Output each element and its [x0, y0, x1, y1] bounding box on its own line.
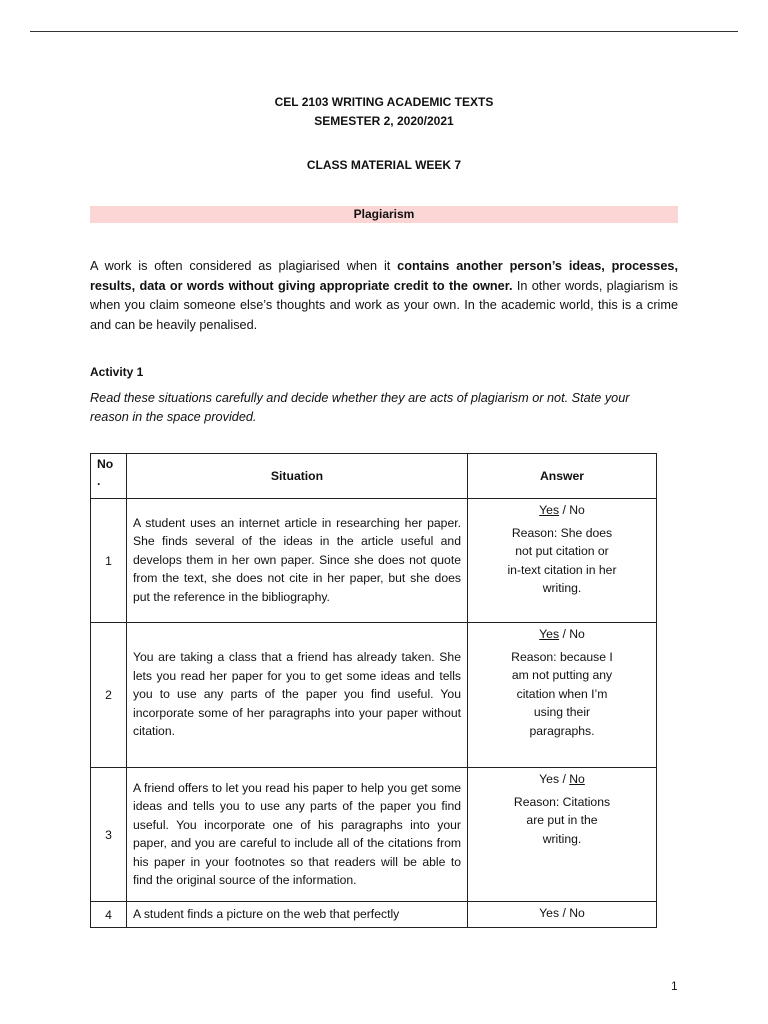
activity-instructions: Read these situations carefully and decide whether they are acts of plagiarism or not. State your reason in the space provided.	[90, 391, 630, 424]
answer-no[interactable]: No	[569, 503, 585, 517]
answer-yes[interactable]: Yes	[539, 503, 560, 517]
table-row	[91, 768, 657, 902]
answer-cell	[468, 768, 657, 902]
table-row	[91, 623, 657, 768]
table-row	[91, 902, 657, 928]
intro-paragraph	[90, 257, 678, 335]
answer-no[interactable]: No	[569, 772, 585, 786]
header-no: No .	[91, 454, 127, 499]
class-material-title: CLASS MATERIAL WEEK 7	[306, 158, 462, 172]
answer-cell	[468, 623, 657, 768]
row-number: 2	[91, 623, 127, 768]
situation-text: A friend offers to let you read his paper to help you get some ideas and tells you to use any parts of the paper you find useful. You incorporate one of his paragraphs into your paper, and you are careful to include all of the citations from his paper in your footnotes so that readers will be able to find the original source of the information.	[127, 768, 468, 902]
row-number: 3	[91, 768, 127, 902]
yes-no-choice: Yes / No	[539, 772, 585, 786]
answer-no[interactable]: No	[569, 906, 585, 920]
course-title: CEL 2103 WRITING ACADEMIC TEXTS	[274, 95, 494, 109]
answer-cell	[468, 902, 657, 928]
yes-no-choice: Yes / No	[539, 906, 585, 920]
topic-banner: Plagiarism	[90, 206, 678, 223]
top-rule	[30, 31, 738, 32]
header-answer: Answer	[468, 454, 657, 499]
answer-yes[interactable]: Yes	[539, 906, 560, 920]
yes-no-choice: Yes / No	[539, 503, 585, 517]
answer-no[interactable]: No	[569, 627, 585, 641]
situation-text: A student finds a picture on the web that perfectly	[127, 902, 468, 928]
situation-text: A student uses an internet article in researching her paper. She finds several of the ideas in the article useful and develops them in her own paper. Since she does not quote from the text, she does not cite in her paper, but she does put the reference in the bibliography.	[127, 499, 468, 623]
answer-reason: Reason: She does not put citation or in-text citation in her writing.	[507, 525, 617, 595]
answer-reason: Reason: Citations are put in the writing.	[513, 794, 611, 846]
page-number: 1	[671, 979, 678, 993]
table-header-row	[91, 454, 657, 499]
intro-bold-text: contains another person’s ideas, processes, results, data or words without giving appropriate credit to the owner.	[90, 259, 678, 293]
intro-text-1: A work is often considered as plagiarised when it	[90, 259, 398, 273]
answer-reason: Reason: because I am not putting any citation when I’m using their paragraphs.	[511, 649, 613, 738]
header-situation: Situation	[127, 454, 468, 499]
answer-yes[interactable]: Yes	[539, 627, 560, 641]
semester-title: SEMESTER 2, 2020/2021	[314, 114, 454, 128]
table-row	[91, 499, 657, 623]
situations-table	[90, 453, 657, 928]
row-number: 4	[91, 902, 127, 928]
answer-yes[interactable]: Yes	[539, 772, 560, 786]
row-number: 1	[91, 499, 127, 623]
activity-heading: Activity 1	[90, 365, 144, 379]
situation-text: You are taking a class that a friend has already taken. She lets you read her paper for you to get some ideas and tells you to use any parts of the paper you find useful. You incorporate some of her paragraphs into your paper without citation.	[127, 623, 468, 768]
answer-cell	[468, 499, 657, 623]
yes-no-choice: Yes / No	[539, 627, 585, 641]
intro-text-2: In other words, plagiarism is when you claim someone else’s thoughts and work as your own. In the academic world, this is a crime and can be heavily penalised.	[90, 278, 678, 332]
